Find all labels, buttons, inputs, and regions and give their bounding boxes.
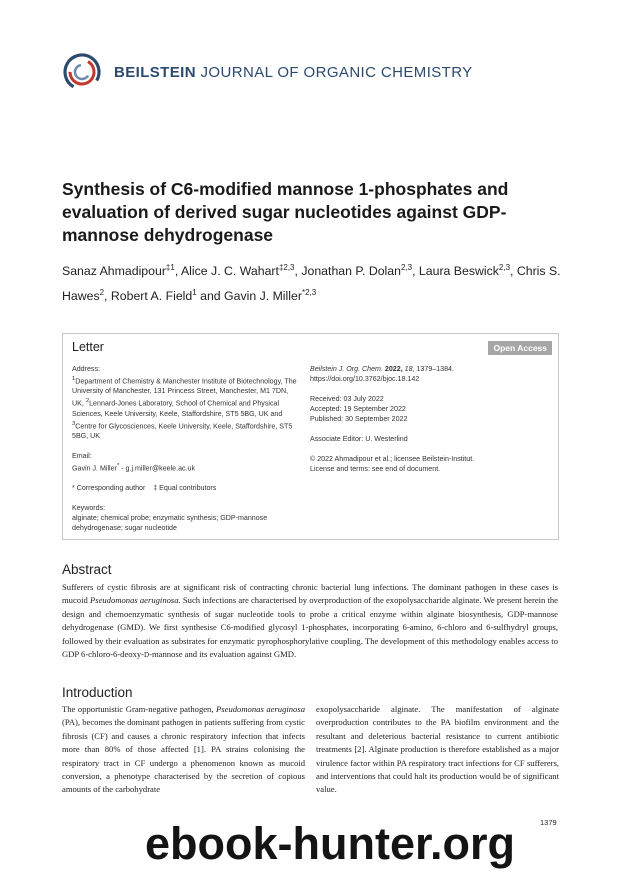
published-date: Published: 30 September 2022 [310,415,408,423]
accepted-date: Accepted: 19 September 2022 [310,405,406,413]
doi-link[interactable]: https://doi.org/10.3762/bjoc.18.142 [310,375,420,383]
introduction-column-1: The opportunistic Gram-negative pathogen, Pseudomonas aeruginosa (PA), becomes the dominant pathogen in patients suffering from cystic fibrosis (CF) and causes a chronic respiratory infection that infects more than 80% of those affected [1]. PA strains colonising the respiratory tract in CF undergo a phenomenon known as mucoid conversion, a phenotype characterised by the secretion of copious amounts of the carbohydrate [62,704,305,795]
author-name: Gavin J. Miller [224,289,302,304]
associate-editor: Associate Editor: U. Westerlind [310,435,408,443]
author-affiliation-sup: *2,3 [301,288,317,298]
email-label: Email: [72,452,92,461]
author-affiliation-sup: 2,3 [498,263,511,272]
journal-logo-icon [62,52,102,92]
author-affiliation-sup: ‡2,3 [278,263,295,272]
author-name: Robert A. Field [110,289,193,304]
copyright: © 2022 Ahmadipour et al.; licensee Beilstein-Institut. [310,455,475,463]
author-name: Chris S. Hawes [62,264,561,304]
info-left-column [72,364,297,533]
article-type: Letter [72,340,104,354]
article-info-box [62,333,559,540]
keywords-label: Keywords: [72,504,106,513]
author-name: Sanaz Ahmadipour [62,264,166,279]
author-list: Sanaz Ahmadipour$^{\ddagger 1}$, Alice J. C. Wahart$^{\ddagger 2,3}$, Jonathan P. Dolan$^{2,3}$, Laura Beswick$^{2,3}$, Chris S. Hawes$^2$, Robert A. Field$^1$ and Gavin J. Miller$^{*2,3}$ [62,263,561,304]
journal-logo [62,52,473,92]
article-title: Synthesis of C6-modified mannose 1-phosphates and evaluation of derived sugar nucleotides against GDP-mannose dehydrogenase [62,179,509,245]
watermark: ebook-hunter.org [145,818,515,869]
open-access-badge: Open Access [488,341,552,355]
introduction-column-2: exopolysaccharide alginate. The manifestation of alginate overproduction contributes to the PA biofilm environment and the resultant and deleterious bacterial resistance to current antibiotic treatments [2]. Alginate production is therefore established as a major virulence factor within PA respiratory tract infections for CF sufferers, and interventions that could halt its production would be of significant value. [316,704,559,795]
author-affiliation-sup: ‡1 [165,263,175,272]
citation: Beilstein J. Org. Chem. 2022, 18, 1379–1384. [310,365,454,373]
author-name: Laura Beswick [418,264,499,279]
journal-name: BEILSTEIN JOURNAL OF ORGANIC CHEMISTRY [114,63,473,81]
author-affiliation-sup: 2 [99,288,105,298]
license: License and terms: see end of document. [310,465,441,473]
affiliations: $^1$Department of Chemistry & Manchester Institute of Biotechnology, The University of Manchester, 131 Princess Street, Manchester, M1 7DN, UK, $^2$Lennard-Jones Laboratory, School of Chemical and Physical Sciences, Keele University, Keele, Staffordshire, ST5 5BG, UK and $^3$Centre for Glycosciences, Keele University, Keele, Staffordshire, ST5 5BG, UK [72,376,297,441]
page-number: 1379 [540,818,557,827]
author-affiliation-sup: 1 [192,288,197,298]
email-line: Gavin J. Miller* - g.j.miller@keele.ac.uk [72,463,196,473]
keywords: alginate; chemical probe; enzymatic synthesis; GDP-mannose dehydrogenase; sugar nucleotide [72,514,268,533]
introduction-heading: Introduction [62,685,133,700]
author-affiliation-sup: 2,3 [400,263,413,272]
author-notes: * Corresponding author ‡ Equal contributors [72,484,217,493]
author-name: Jonathan P. Dolan [301,264,401,279]
info-right-column [310,364,550,474]
address-label: Address: [72,365,100,373]
received-date: Received: 03 July 2022 [310,395,384,403]
author-name: Alice J. C. Wahart [180,264,279,279]
abstract-heading: Abstract [62,562,112,577]
abstract-text: Sufferers of cystic fibrosis are at significant risk of contracting chronic bacterial lung infections. The dominant pathogen in these cases is mucoid Pseudomonas aeruginosa. Such infections are characterised by overproduction of the exopolysaccharide alginate. We present herein the design and chemoenzymatic synthesis of sugar nucleotide tools to probe a critical enzyme within alginate biosynthesis, GDP-mannose dehydrogenase (GMD). We first synthesise C6-modified glycosyl 1-phosphates, incorporating 6-amino, 6-chloro and 6-sulfhydryl groups, followed by their evaluation as substrates for enzymatic pyrophosphorylative coupling. The development of this methodology enables access to GDP 6-chloro-6-deoxy-D-mannose and its evaluation against GMD. [62,582,558,660]
email-link[interactable]: - g.j.miller@keele.ac.uk [119,464,196,473]
